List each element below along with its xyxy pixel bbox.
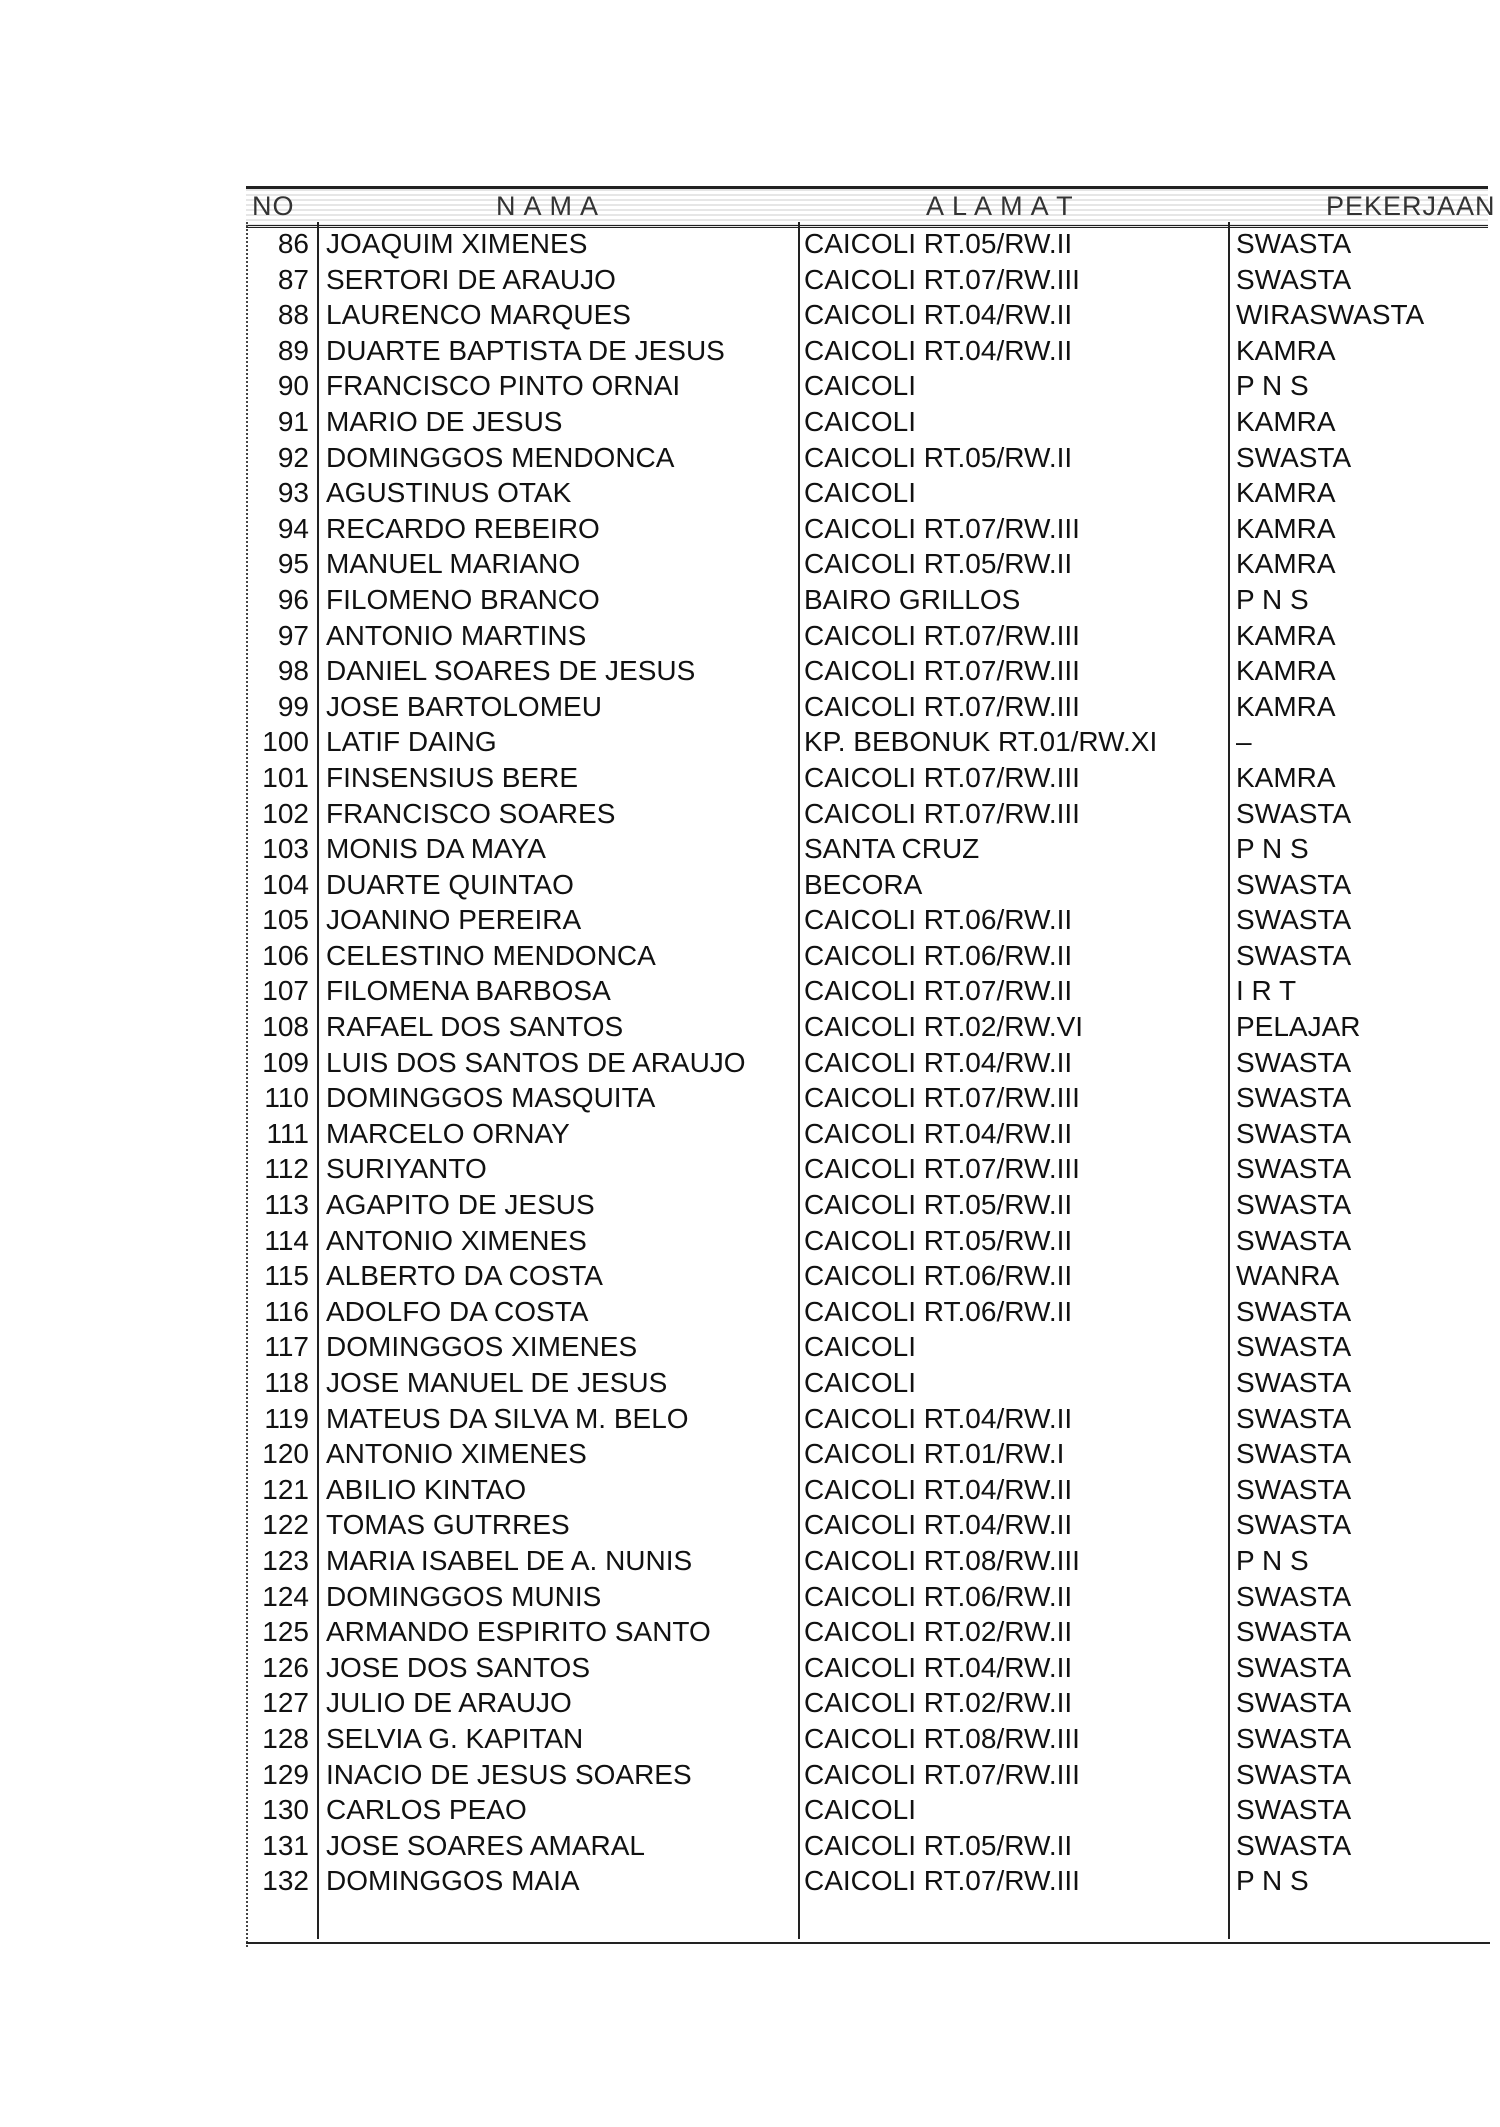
row-occupation: SWASTA [1236, 1189, 1352, 1221]
row-name: MARCELO ORNAY [326, 1117, 570, 1149]
table-row [246, 262, 1490, 298]
table-row [246, 1792, 1490, 1828]
row-occupation: P N S [1236, 370, 1309, 402]
row-name: FILOMENA BARBOSA [326, 975, 611, 1007]
row-name: SURIYANTO [326, 1153, 487, 1185]
row-address: CAICOLI RT.05/RW.II [804, 1224, 1073, 1256]
row-address: CAICOLI RT.05/RW.II [804, 1189, 1073, 1221]
row-name: DANIEL SOARES DE JESUS [326, 655, 696, 687]
table-row [246, 1116, 1490, 1152]
row-number: 104 [262, 868, 309, 900]
row-name: LAURENCO MARQUES [326, 299, 631, 331]
row-occupation: KAMRA [1236, 512, 1336, 544]
row-occupation: P N S [1236, 833, 1309, 865]
table-row [246, 1080, 1490, 1116]
row-occupation: SWASTA [1236, 1687, 1352, 1719]
row-occupation: SWASTA [1236, 1794, 1352, 1826]
row-number: 115 [264, 1260, 309, 1292]
table-row [246, 1151, 1490, 1187]
row-address: CAICOLI [804, 1367, 917, 1398]
row-occupation: SWASTA [1236, 1722, 1352, 1754]
table-row [246, 1614, 1490, 1650]
table-row [246, 368, 1490, 404]
row-address: CAICOLI RT.07/RW.III [804, 619, 1080, 651]
row-address: CAICOLI RT.07/RW.III [804, 1865, 1080, 1897]
table-row [246, 1401, 1490, 1437]
row-number: 91 [277, 405, 309, 437]
table-row [246, 831, 1490, 867]
table-row [246, 760, 1490, 796]
row-number: 89 [277, 334, 309, 366]
row-number: 120 [262, 1438, 309, 1470]
row-occupation: I R T [1236, 975, 1297, 1007]
row-occupation: KAMRA [1236, 690, 1336, 722]
table-row [246, 1258, 1490, 1294]
row-number: 122 [262, 1509, 309, 1541]
row-address: CAICOLI RT.01/RW.I [804, 1438, 1065, 1470]
row-name: JOANINO PEREIRA [326, 904, 582, 936]
row-address: CAICOLI [804, 405, 917, 437]
row-number: 130 [262, 1794, 309, 1826]
row-address: CAICOLI RT.04/RW.II [804, 299, 1073, 331]
table-row [246, 973, 1490, 1009]
row-occupation: SWASTA [1236, 1117, 1352, 1149]
row-number: 103 [262, 833, 309, 865]
row-number: 129 [262, 1758, 309, 1790]
row-number: 98 [277, 655, 309, 687]
table-body [246, 226, 1490, 1899]
row-name: MARIA ISABEL DE A. NUNIS [326, 1544, 693, 1576]
table-row [246, 1436, 1490, 1472]
row-address: CAICOLI RT.04/RW.II [804, 1117, 1073, 1149]
row-number: 93 [277, 477, 309, 509]
row-address: CAICOLI RT.06/RW.II [804, 904, 1073, 936]
table-row [246, 1757, 1490, 1793]
table-row [246, 1507, 1490, 1543]
table-row [246, 297, 1490, 333]
row-name: MANUEL MARIANO [326, 548, 581, 580]
row-address: CAICOLI [804, 477, 917, 509]
row-number: 119 [264, 1402, 309, 1434]
table-row [246, 618, 1490, 654]
row-name: MARIO DE JESUS [326, 405, 563, 437]
row-address: CAICOLI RT.04/RW.II [804, 1046, 1073, 1078]
row-number: 116 [264, 1295, 309, 1327]
row-name: FRANCISCO PINTO ORNAI [326, 370, 681, 402]
row-address: CAICOLI RT.05/RW.II [804, 228, 1073, 259]
row-name: SELVIA G. KAPITAN [326, 1722, 584, 1754]
row-occupation: KAMRA [1236, 619, 1336, 651]
table-row [246, 653, 1490, 689]
header-no: NO [252, 191, 295, 221]
table-row [246, 938, 1490, 974]
row-address: CAICOLI RT.02/RW.II [804, 1616, 1073, 1648]
row-number: 96 [277, 583, 309, 615]
row-name: AGUSTINUS OTAK [326, 477, 572, 509]
row-occupation: SWASTA [1236, 1331, 1352, 1363]
row-occupation: SWASTA [1236, 228, 1352, 259]
row-name: CARLOS PEAO [326, 1794, 527, 1826]
row-number: 105 [262, 904, 309, 936]
row-number: 99 [277, 690, 309, 722]
row-address: BECORA [804, 868, 923, 900]
table-row [246, 902, 1490, 938]
table-row [246, 1223, 1490, 1259]
table-bottom-border [246, 1942, 1490, 1944]
row-name: CELESTINO MENDONCA [326, 939, 656, 971]
row-occupation: PELAJAR [1236, 1011, 1361, 1043]
row-address: CAICOLI RT.05/RW.II [804, 441, 1073, 473]
row-address: CAICOLI [804, 1331, 917, 1363]
row-address: CAICOLI RT.07/RW.III [804, 1082, 1080, 1114]
table-row [246, 511, 1490, 547]
row-number: 113 [264, 1189, 309, 1221]
row-address: CAICOLI RT.04/RW.II [804, 1473, 1073, 1505]
row-occupation: KAMRA [1236, 761, 1336, 793]
row-name: FINSENSIUS BERE [326, 761, 579, 793]
table-row [246, 404, 1490, 440]
row-name: MONIS DA MAYA [326, 833, 546, 865]
row-number: 101 [262, 761, 309, 793]
row-occupation: KAMRA [1236, 405, 1336, 437]
row-address: BAIRO GRILLOS [804, 583, 1021, 615]
row-address: CAICOLI RT.08/RW.III [804, 1544, 1080, 1576]
row-name: RECARDO REBEIRO [326, 512, 600, 544]
row-number: 125 [262, 1616, 309, 1648]
row-number: 117 [264, 1331, 309, 1363]
row-number: 102 [262, 797, 309, 829]
table-row [246, 724, 1490, 760]
row-occupation: SWASTA [1236, 263, 1352, 295]
row-number: 132 [262, 1865, 309, 1897]
row-number: 111 [266, 1117, 309, 1149]
row-name: INACIO DE JESUS SOARES [326, 1758, 692, 1790]
row-occupation: SWASTA [1236, 1082, 1352, 1114]
row-address: CAICOLI RT.07/RW.III [804, 263, 1080, 295]
row-number: 124 [262, 1580, 309, 1612]
table-row [246, 1045, 1490, 1081]
row-number: 114 [264, 1224, 309, 1256]
row-occupation: SWASTA [1236, 868, 1352, 900]
row-address: CAICOLI RT.07/RW.III [804, 512, 1080, 544]
row-name: ARMANDO ESPIRITO SANTO [326, 1616, 711, 1648]
row-name: ABILIO KINTAO [326, 1473, 527, 1505]
table-row [246, 1294, 1490, 1330]
table-row [246, 475, 1490, 511]
row-occupation: SWASTA [1236, 1758, 1352, 1790]
row-name: ANTONIO XIMENES [326, 1438, 587, 1470]
row-name: DOMINGGOS MENDONCA [326, 441, 675, 473]
row-name: ALBERTO DA COSTA [326, 1260, 603, 1292]
table-row [246, 546, 1490, 582]
row-number: 128 [262, 1722, 309, 1754]
table-row [246, 1721, 1490, 1757]
row-number: 100 [262, 726, 309, 758]
row-name: DOMINGGOS MUNIS [326, 1580, 602, 1612]
table-row [246, 1685, 1490, 1721]
row-occupation: SWASTA [1236, 1295, 1352, 1327]
row-occupation: SWASTA [1236, 1402, 1352, 1434]
row-address: CAICOLI RT.06/RW.II [804, 1295, 1073, 1327]
row-occupation: KAMRA [1236, 655, 1336, 687]
row-occupation: SWASTA [1236, 1829, 1352, 1861]
row-address: CAICOLI RT.05/RW.II [804, 1829, 1073, 1861]
row-number: 92 [277, 441, 309, 473]
row-name: JULIO DE ARAUJO [326, 1687, 572, 1719]
row-occupation: – [1236, 726, 1252, 758]
table-row [246, 867, 1490, 903]
row-occupation: SWASTA [1236, 1473, 1352, 1505]
table-row [246, 1329, 1490, 1365]
row-number: 121 [262, 1473, 309, 1505]
row-name: AGAPITO DE JESUS [326, 1189, 595, 1221]
row-number: 109 [262, 1046, 309, 1078]
header-nama: N A M A [496, 191, 600, 221]
row-address: CAICOLI RT.07/RW.III [804, 690, 1080, 722]
row-name: DOMINGGOS XIMENES [326, 1331, 638, 1363]
row-occupation: WANRA [1236, 1260, 1340, 1292]
row-number: 131 [262, 1829, 309, 1861]
row-occupation: SWASTA [1236, 1046, 1352, 1078]
row-name: JOSE DOS SANTOS [326, 1651, 590, 1683]
row-address: CAICOLI RT.07/RW.III [804, 761, 1080, 793]
row-occupation: SWASTA [1236, 1153, 1352, 1185]
row-name: ADOLFO DA COSTA [326, 1295, 589, 1327]
table-row [246, 796, 1490, 832]
row-name: DOMINGGOS MASQUITA [326, 1082, 656, 1114]
row-address: CAICOLI RT.07/RW.III [804, 1758, 1080, 1790]
table-row [246, 582, 1490, 618]
row-name: JOSE SOARES AMARAL [326, 1829, 645, 1861]
row-address: CAICOLI RT.04/RW.II [804, 334, 1073, 366]
row-occupation: SWASTA [1236, 441, 1352, 473]
row-name: ANTONIO MARTINS [326, 619, 587, 651]
table-row [246, 226, 1490, 262]
row-address: CAICOLI [804, 1794, 917, 1826]
row-occupation: SWASTA [1236, 1224, 1352, 1256]
row-name: JOSE MANUEL DE JESUS [326, 1367, 668, 1398]
row-address: CAICOLI RT.06/RW.II [804, 1260, 1073, 1292]
row-number: 94 [277, 512, 309, 544]
row-name: FRANCISCO SOARES [326, 797, 616, 829]
row-occupation: SWASTA [1236, 1438, 1352, 1470]
row-address: CAICOLI RT.08/RW.III [804, 1722, 1080, 1754]
row-number: 118 [264, 1367, 309, 1398]
row-number: 106 [262, 939, 309, 971]
table-row [246, 1187, 1490, 1223]
row-address: CAICOLI RT.04/RW.II [804, 1509, 1073, 1541]
row-address: CAICOLI RT.07/RW.II [804, 975, 1073, 1007]
row-number: 107 [262, 975, 309, 1007]
row-occupation: SWASTA [1236, 939, 1352, 971]
table-row [246, 689, 1490, 725]
table-row [246, 1472, 1490, 1508]
row-number: 110 [264, 1082, 309, 1114]
row-occupation: KAMRA [1236, 548, 1336, 580]
table-row [246, 1828, 1490, 1864]
row-address: SANTA CRUZ [804, 833, 980, 865]
row-number: 90 [277, 370, 309, 402]
row-occupation: WIRASWASTA [1236, 299, 1425, 331]
row-number: 126 [262, 1651, 309, 1683]
header-alamat: A L A M A T [926, 191, 1074, 221]
table-row [246, 1863, 1490, 1899]
table-row [246, 1009, 1490, 1045]
row-name: SERTORI DE ARAUJO [326, 263, 616, 295]
row-occupation: P N S [1236, 583, 1309, 615]
table-row [246, 1650, 1490, 1686]
table-row [246, 1579, 1490, 1615]
row-number: 127 [262, 1687, 309, 1719]
residents-table [246, 186, 1496, 1976]
row-number: 87 [277, 263, 309, 295]
row-name: ANTONIO XIMENES [326, 1224, 587, 1256]
row-occupation: SWASTA [1236, 1580, 1352, 1612]
header-pekerjaan: PEKERJAAN [1326, 191, 1496, 221]
row-address: CAICOLI RT.07/RW.III [804, 655, 1080, 687]
table-row [246, 333, 1490, 369]
row-name: JOAQUIM XIMENES [326, 228, 588, 259]
row-number: 97 [277, 619, 309, 651]
row-number: 112 [264, 1153, 309, 1185]
row-address: KP. BEBONUK RT.01/RW.XI [804, 726, 1158, 758]
row-occupation: KAMRA [1236, 334, 1336, 366]
row-name: DUARTE BAPTISTA DE JESUS [326, 334, 725, 366]
table-row [246, 440, 1490, 476]
row-occupation: P N S [1236, 1865, 1309, 1897]
row-occupation: SWASTA [1236, 1509, 1352, 1541]
table-row [246, 1543, 1490, 1579]
row-name: MATEUS DA SILVA M. BELO [326, 1402, 689, 1434]
row-name: LATIF DAING [326, 726, 497, 758]
row-occupation: SWASTA [1236, 1651, 1352, 1683]
row-name: DUARTE QUINTAO [326, 868, 574, 900]
row-number: 108 [262, 1011, 309, 1043]
row-address: CAICOLI RT.06/RW.II [804, 1580, 1073, 1612]
table-header [246, 186, 1496, 228]
row-address: CAICOLI RT.04/RW.II [804, 1402, 1073, 1434]
row-occupation: SWASTA [1236, 1616, 1352, 1648]
row-number: 86 [277, 228, 309, 259]
row-address: CAICOLI [804, 370, 917, 402]
row-occupation: P N S [1236, 1544, 1309, 1576]
row-address: CAICOLI RT.02/RW.II [804, 1687, 1073, 1719]
row-occupation: KAMRA [1236, 477, 1336, 509]
row-name: TOMAS GUTRRES [326, 1509, 570, 1541]
row-address: CAICOLI RT.05/RW.II [804, 548, 1073, 580]
row-number: 123 [262, 1544, 309, 1576]
row-name: DOMINGGOS MAIA [326, 1865, 580, 1897]
row-name: LUIS DOS SANTOS DE ARAUJO [326, 1046, 746, 1078]
row-name: RAFAEL DOS SANTOS [326, 1011, 624, 1043]
row-occupation: SWASTA [1236, 904, 1352, 936]
row-address: CAICOLI RT.07/RW.III [804, 797, 1080, 829]
row-name: FILOMENO BRANCO [326, 583, 600, 615]
row-address: CAICOLI RT.06/RW.II [804, 939, 1073, 971]
row-address: CAICOLI RT.02/RW.VI [804, 1011, 1084, 1043]
row-occupation: SWASTA [1236, 797, 1352, 829]
row-number: 95 [277, 548, 309, 580]
row-name: JOSE BARTOLOMEU [326, 690, 602, 722]
table-row [246, 1365, 1490, 1401]
row-number: 88 [277, 299, 309, 331]
row-address: CAICOLI RT.07/RW.III [804, 1153, 1080, 1185]
row-occupation: SWASTA [1236, 1367, 1352, 1398]
row-address: CAICOLI RT.04/RW.II [804, 1651, 1073, 1683]
